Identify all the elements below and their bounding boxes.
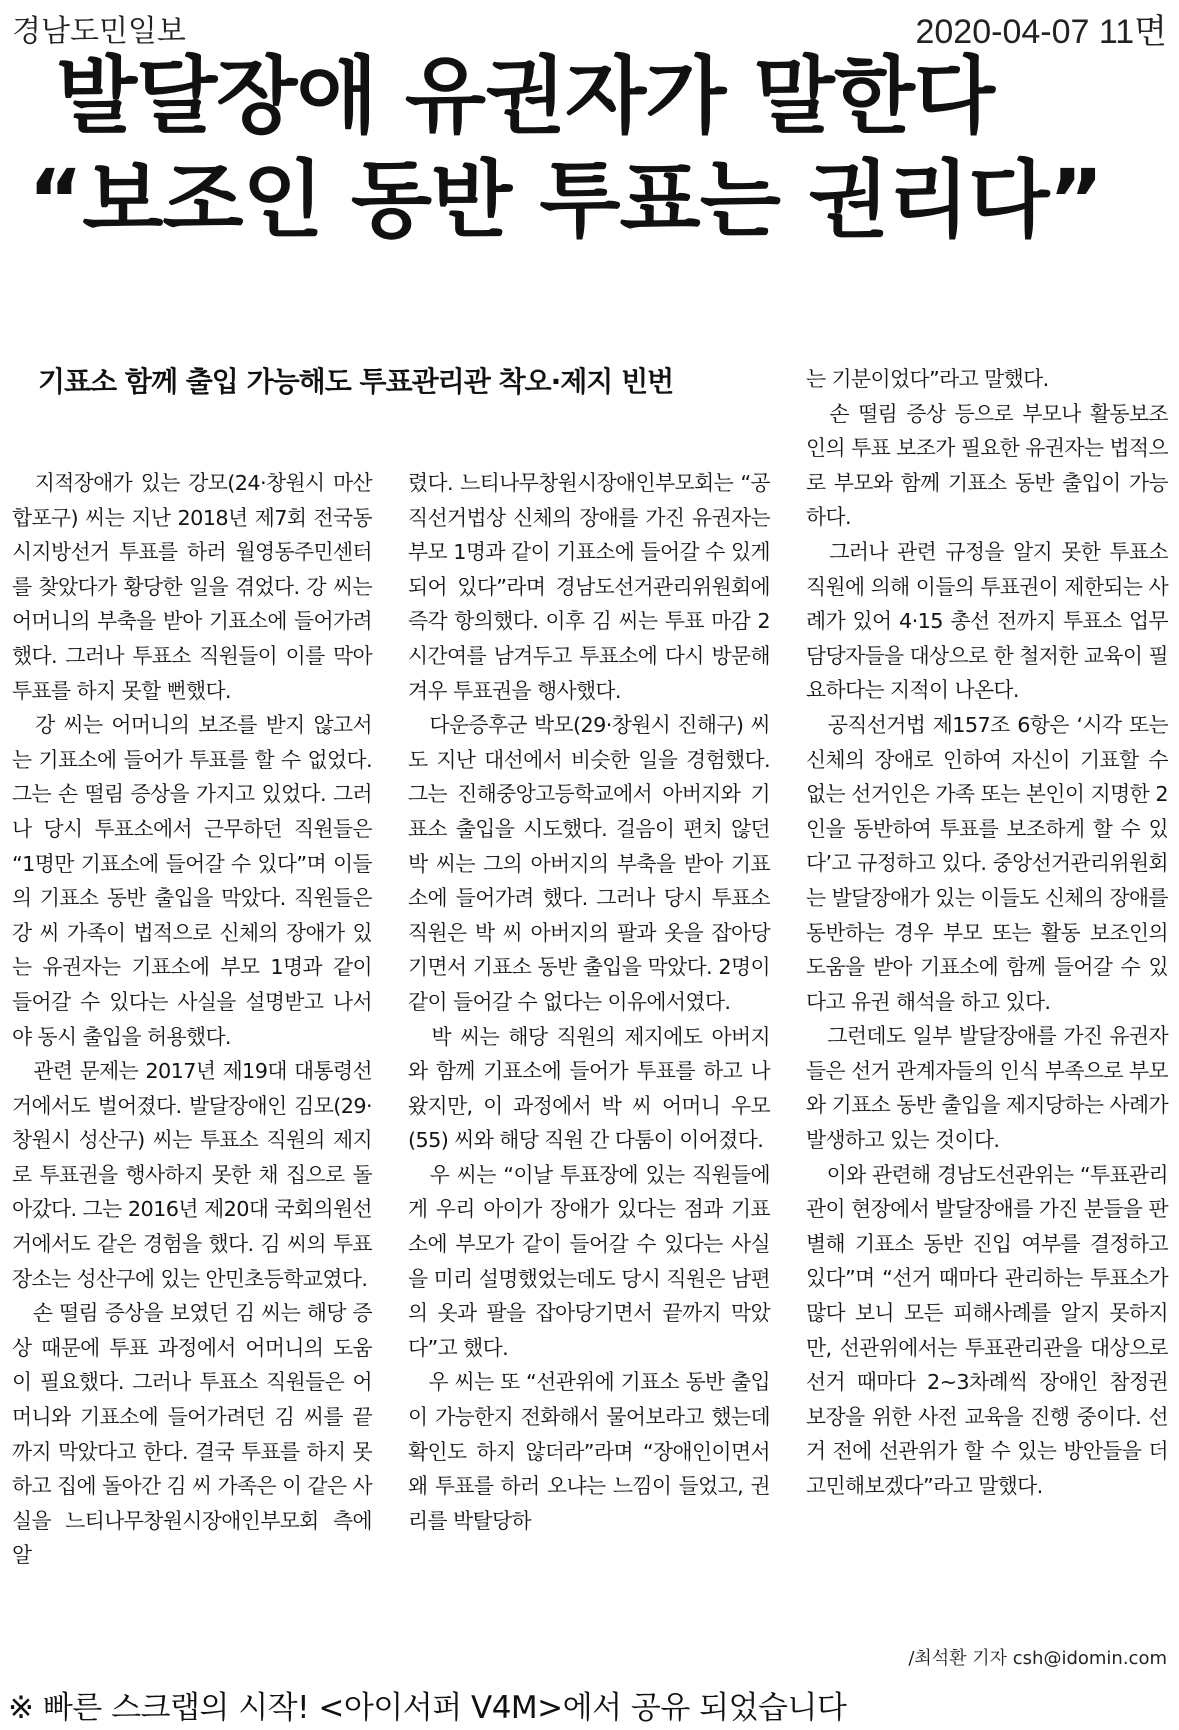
article-column-3	[806, 362, 1168, 1504]
byline: /최석환 기자 csh@idomin.com	[908, 1648, 1167, 1669]
paragraph: 강 씨는 어머니의 보조를 받지 않고서는 기표소에 들어가 투표를 할 수 없었다. 그는 손 떨림 증상을 가지고 있었다. 그러나 당시 투표소에서 근무하던 직원들은 “1명만 기표소에 들어갈 수 있다”며 이들의 기표소 동반 출입을 막았다. 직원들은 강 씨 가족이 법적으로 신체의 장애가 있는 유권자는 기표소에 부모 1명과 같이 들어갈 수 있다는 사실을 설명받고 나서야 동시 출입을 허용했다.	[12, 713, 372, 1049]
headline-line-2: “보조인 동반 투표는 권리다”	[28, 151, 1103, 249]
paragraph: 공직선거법 제157조 6항은 ‘시각 또는 신체의 장애로 인하여 자신이 기표할 수 없는 선거인은 가족 또는 본인이 지명한 2인을 동반하여 투표를 보조하게 할 수 있다’고 규정하고 있다. 중앙선거관리위원회는 발달장애가 있는 이들도 신체의 장애를 동반하는 경우 부모 또는 활동 보조인의 도움을 받아 기표소에 함께 들어갈 수 있다고 유권 해석을 하고 있다.	[806, 712, 1168, 1014]
paragraph: 관련 문제는 2017년 제19대 대통령선거에서도 벌어졌다. 발달장애인 김모(29·창원시 성산구) 씨는 투표소 직원의 제지로 투표권을 행사하지 못한 채 집으로 돌아갔다. 그는 2016년 제20대 국회의원선거에서도 같은 경험을 했다. 김 씨의 투표 장소는 성산구에 있는 안민초등학교였다.	[12, 1059, 372, 1291]
paragraph: 박 씨는 해당 직원의 제지에도 아버지와 함께 기표소에 들어가 투표를 하고 나왔지만, 이 과정에서 박 씨 어머니 우모(55) 씨와 해당 직원 간 다툼이 이어졌다.	[408, 1024, 770, 1153]
headline-line-1: 발달장애 유권자가 말한다	[56, 47, 995, 145]
subheadline: 기표소 함께 출입 가능해도 투표관리관 착오·제지 빈번	[38, 365, 674, 398]
headline	[0, 44, 1179, 252]
paragraph: 우 씨는 또 “선관위에 기표소 동반 출입이 가능한지 전화해서 물어보라고 했는데 확인도 하지 않더라”라며 “장애인이면서 왜 투표를 하러 오냐는 느낌이 들었고, 권리를 박탈당하	[408, 1370, 770, 1533]
publication-name: 경남도민일보	[12, 14, 186, 49]
article-column-1	[12, 466, 372, 1573]
share-footer-notice: ※ 빠른 스크랩의 시작! <아이서퍼 V4M>에서 공유 되었습니다	[8, 1690, 847, 1726]
paragraph: 지적장애가 있는 강모(24·창원시 마산합포구) 씨는 지난 2018년 제7회 전국동시지방선거 투표를 하러 월영동주민센터를 찾았다가 황당한 일을 겪었다. 강 씨는 어머니의 부축을 받아 기표소에 들어가려 했다. 그러나 투표소 직원들이 이를 막아 투표를 하지 못할 뻔했다.	[12, 471, 372, 703]
paragraph: 이와 관련해 경남도선관위는 “투표관리관이 현장에서 발달장애를 가진 분들을 판별해 기표소 동반 진입 여부를 결정하고 있다”며 “선거 때마다 관리하는 투표소가 많다 보니 모든 피해사례를 알지 못하지만, 선관위에서는 투표관리관을 대상으로 선거 때마다 2~3차례씩 장애인 참정권 보장을 위한 사전 교육을 진행 중이다. 선거 전에 선관위가 할 수 있는 방안들을 더 고민해보겠다”라고 말했다.	[806, 1162, 1168, 1498]
paragraph: 그러나 관련 규정을 알지 못한 투표소 직원에 의해 이들의 투표권이 제한되는 사례가 있어 4·15 총선 전까지 투표소 업무 담당자들을 대상으로 한 철저한 교육이 필요하다는 지적이 나온다.	[806, 539, 1168, 703]
paragraph: 그런데도 일부 발달장애를 가진 유권자들은 선거 관계자들의 인식 부족으로 부모와 기표소 동반 출입을 제지당하는 사례가 발생하고 있는 것이다.	[806, 1024, 1168, 1153]
issue-date-page: 2020-04-07 11면	[915, 13, 1167, 51]
article-column-2	[408, 466, 770, 1538]
paragraph: 다운증후군 박모(29·창원시 진해구) 씨도 지난 대선에서 비슷한 일을 경험했다. 그는 진해중앙고등학교에서 아버지와 기표소 출입을 시도했다. 걸음이 편치 않던 박 씨는 그의 아버지의 부축을 받아 기표소에 들어가려 했다. 그러나 당시 투표소 직원은 박 씨 아버지의 팔과 옷을 잡아당기면서 기표소 동반 출입을 막았다. 2명이 같이 들어갈 수 없다는 이유에서였다.	[408, 713, 770, 1014]
paragraph: 우 씨는 “이날 투표장에 있는 직원들에게 우리 아이가 장애가 있다는 점과 기표소에 부모가 같이 들어갈 수 있다는 사실을 미리 설명했었는데도 당시 직원은 남편의 옷과 팔을 잡아당기면서 끝까지 막았다”고 했다.	[408, 1162, 770, 1360]
paragraph: 는 기분이었다”라고 말했다.	[806, 367, 1049, 391]
paragraph: 손 떨림 증상을 보였던 김 씨는 해당 증상 때문에 투표 과정에서 어머니의 도움이 필요했다. 그러나 투표소 직원들은 어머니와 기표소에 들어가려던 김 씨를 끝까지 막았다고 한다. 결국 투표를 하지 못하고 집에 돌아간 김 씨 가족은 이 같은 사실을 느티나무창원시장애인부모회 측에 알	[12, 1301, 372, 1568]
paragraph: 손 떨림 증상 등으로 부모나 활동보조인의 투표 보조가 필요한 유권자는 법적으로 부모와 함께 기표소 동반 출입이 가능하다.	[806, 401, 1168, 530]
paragraph: 렸다. 느티나무창원시장애인부모회는 “공직선거법상 신체의 장애를 가진 유권자는 부모 1명과 같이 기표소에 들어갈 수 있게 되어 있다”라며 경남도선거관리위원회에 즉각 항의했다. 이후 김 씨는 투표 마감 2시간여를 남겨두고 투표소에 다시 방문해 겨우 투표권을 행사했다.	[408, 471, 770, 703]
